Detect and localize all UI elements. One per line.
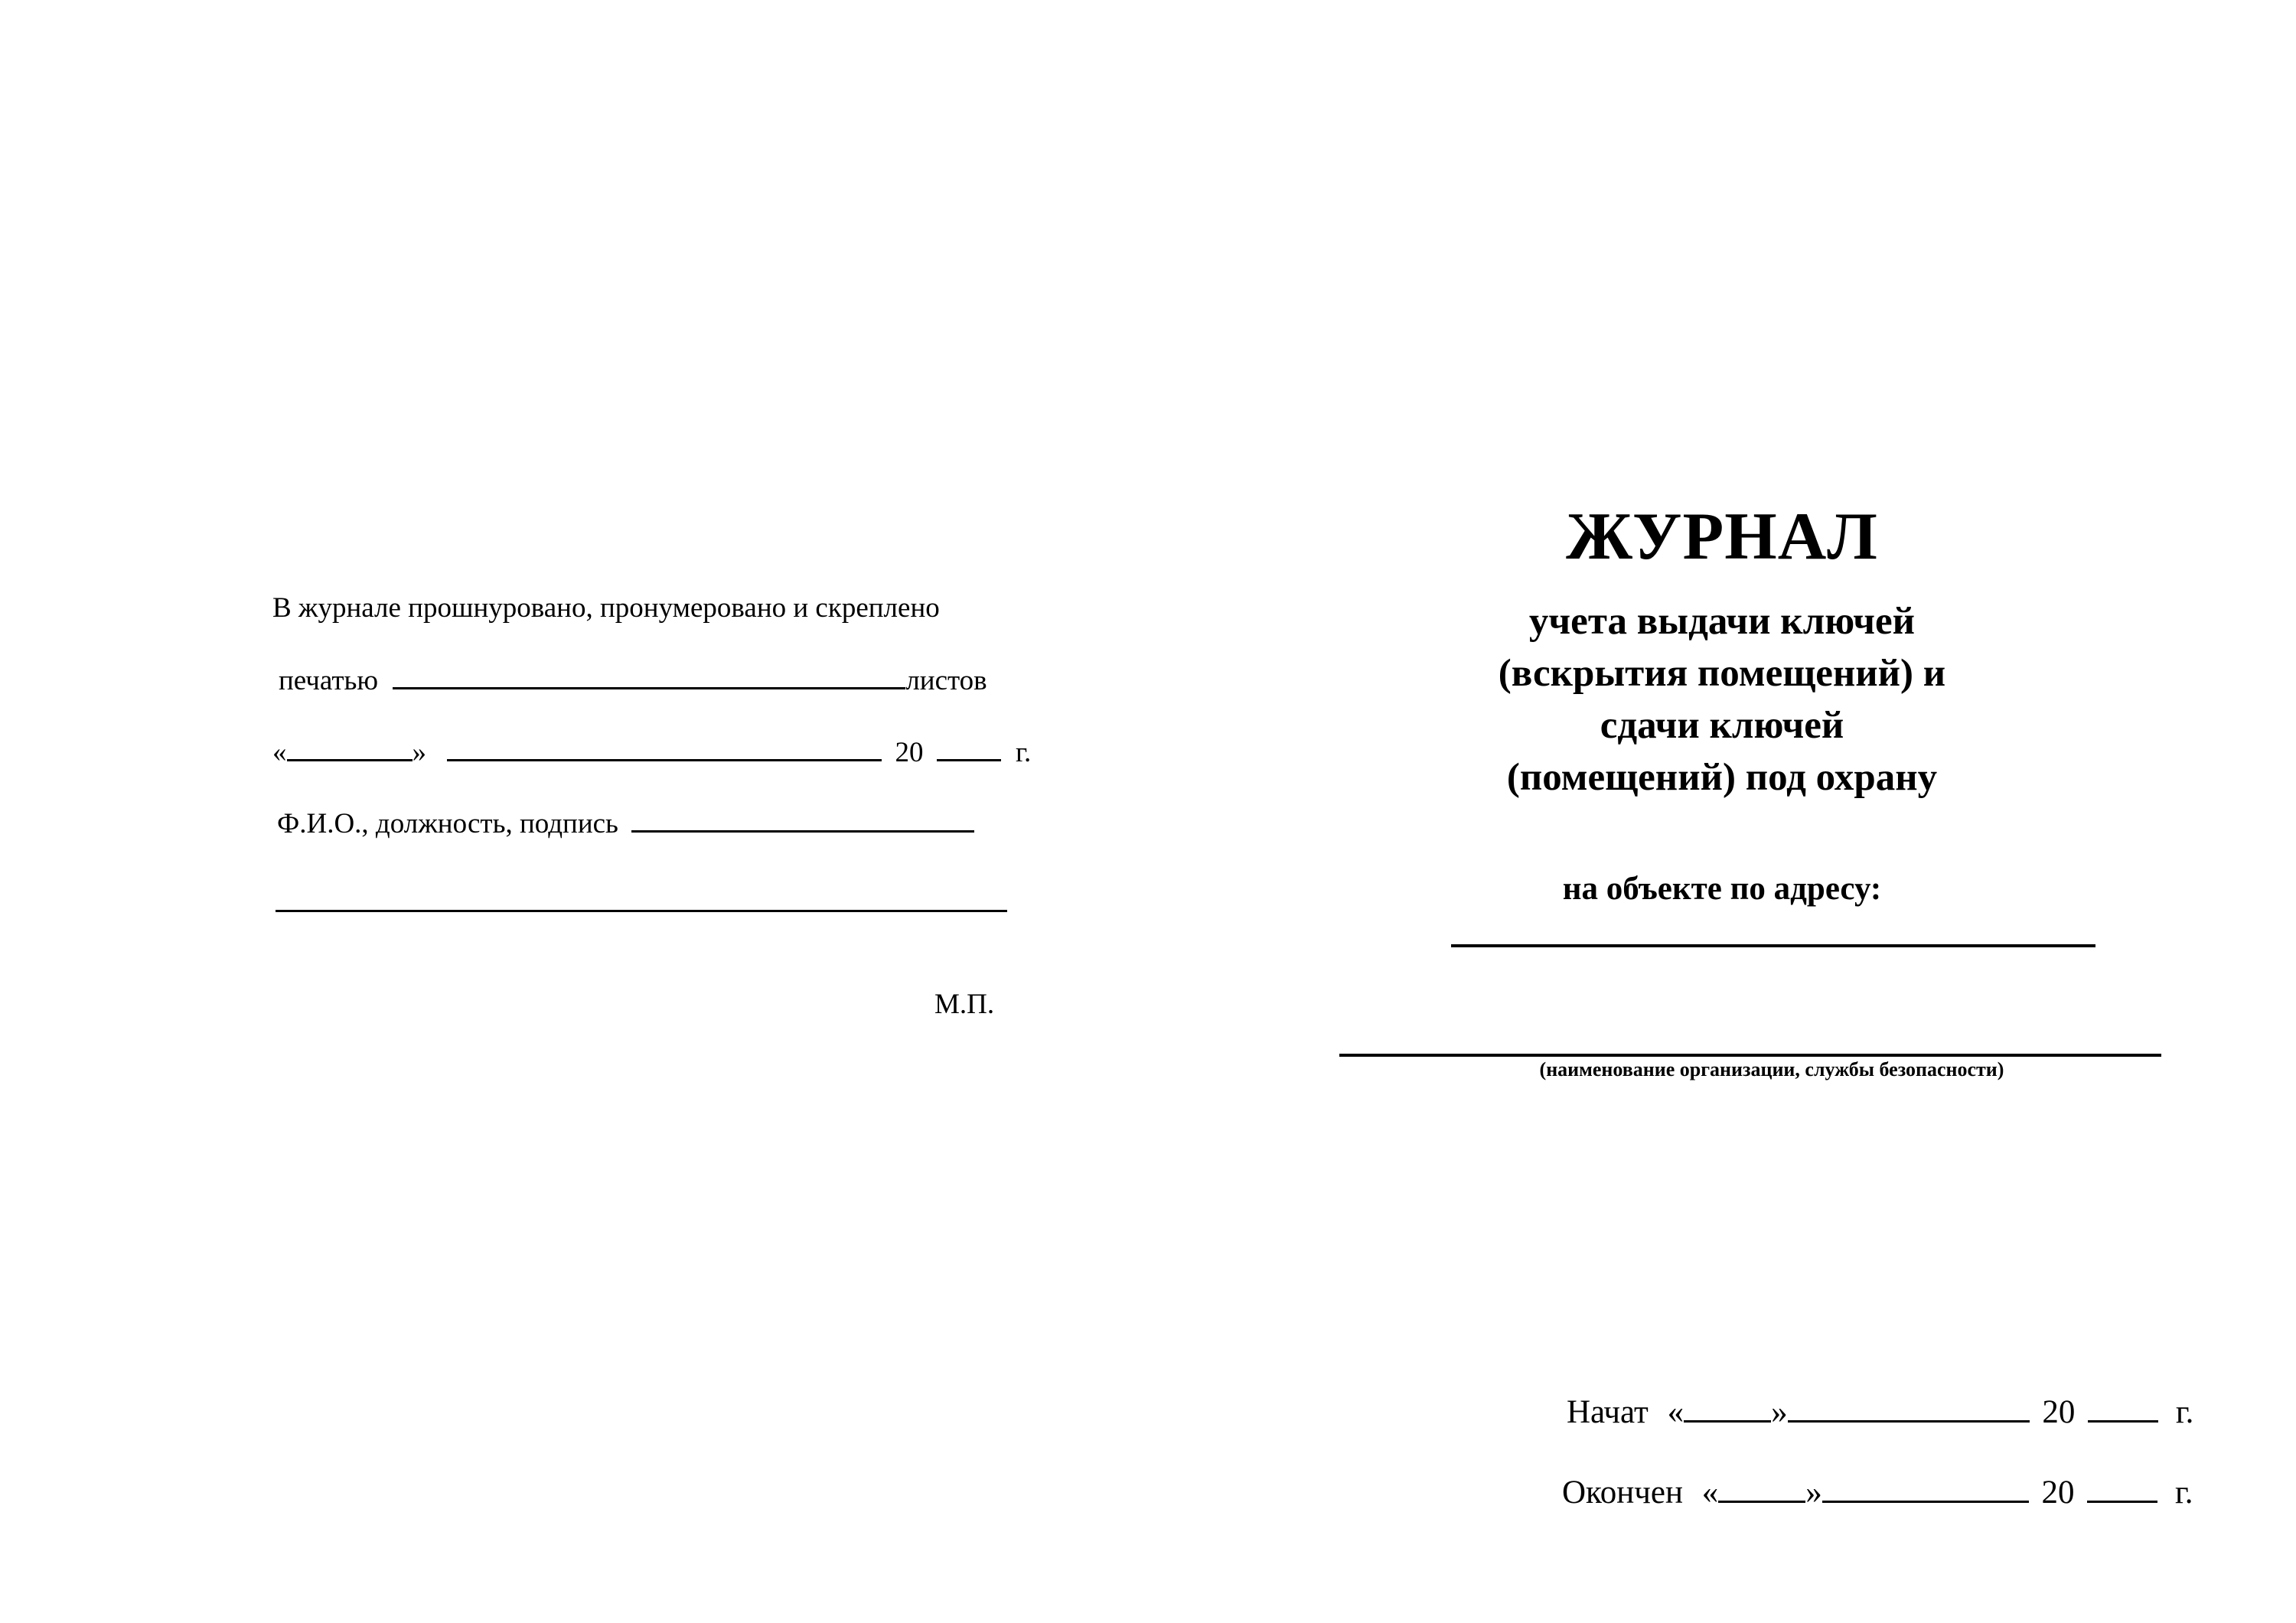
started-date-line: [1567, 1393, 2193, 1432]
finished-year-prefix: 20: [2041, 1475, 2075, 1511]
signatory-field[interactable]: [631, 807, 974, 833]
started-day-field[interactable]: [1684, 1394, 1771, 1423]
signatory-line: [277, 807, 974, 841]
day-open-quote: «: [272, 737, 287, 768]
right-page: [1148, 0, 2296, 1623]
subtitle-line: сдачи ключей: [1600, 704, 1844, 747]
started-month-field[interactable]: [1788, 1394, 2030, 1423]
address-field[interactable]: [1451, 944, 2095, 947]
year-field[interactable]: [937, 736, 1001, 761]
stamp-place: [934, 988, 994, 1022]
signatory-label: Ф.И.О., должность, подпись: [277, 808, 618, 839]
subtitle-line: (вскрытия помещений) и: [1498, 652, 1946, 695]
finished-year-field[interactable]: [2087, 1475, 2157, 1503]
sheets-count-field[interactable]: [393, 664, 905, 689]
binding-statement: [272, 592, 940, 625]
started-label: Начат: [1567, 1394, 1649, 1430]
started-year-field[interactable]: [2088, 1394, 2158, 1423]
organization-caption: (наименование организации, службы безопасности): [1539, 1058, 2004, 1080]
day-field[interactable]: [287, 736, 413, 761]
address-label: на объекте по адресу:: [1562, 871, 1882, 907]
year-suffix: г.: [1016, 737, 1032, 768]
finished-close-quote: »: [1805, 1475, 1822, 1511]
stamp-label: М.П.: [934, 989, 995, 1020]
started-close-quote: »: [1771, 1394, 1788, 1430]
journal-subtitle: [1148, 595, 2296, 803]
started-year-suffix: г.: [2175, 1394, 2194, 1430]
started-year-prefix: 20: [2042, 1394, 2076, 1430]
finished-day-field[interactable]: [1718, 1475, 1805, 1503]
sheets-label: листов: [905, 665, 987, 696]
subtitle-line: учета выдачи ключей: [1528, 600, 1916, 643]
month-field[interactable]: [447, 736, 882, 761]
finished-month-field[interactable]: [1822, 1475, 2029, 1503]
signatory-extra-field[interactable]: [276, 878, 1007, 912]
subtitle-line: (помещений) под охрану: [1506, 756, 1938, 799]
journal-title: ЖУРНАЛ: [1566, 500, 1878, 574]
date-line: [272, 736, 1031, 770]
finished-date-line: [1562, 1473, 2193, 1513]
finished-year-suffix: г.: [2175, 1475, 2193, 1511]
seal-label: печатью: [279, 665, 379, 696]
binding-statement-text: В журнале прошнуровано, пронумеровано и скреплено: [272, 592, 940, 624]
seal-sheets-line: [279, 664, 987, 698]
finished-open-quote: «: [1701, 1475, 1719, 1511]
started-open-quote: «: [1667, 1394, 1684, 1430]
year-prefix: 20: [895, 737, 924, 768]
day-close-quote: »: [412, 737, 426, 768]
finished-label: Окончен: [1562, 1475, 1683, 1511]
